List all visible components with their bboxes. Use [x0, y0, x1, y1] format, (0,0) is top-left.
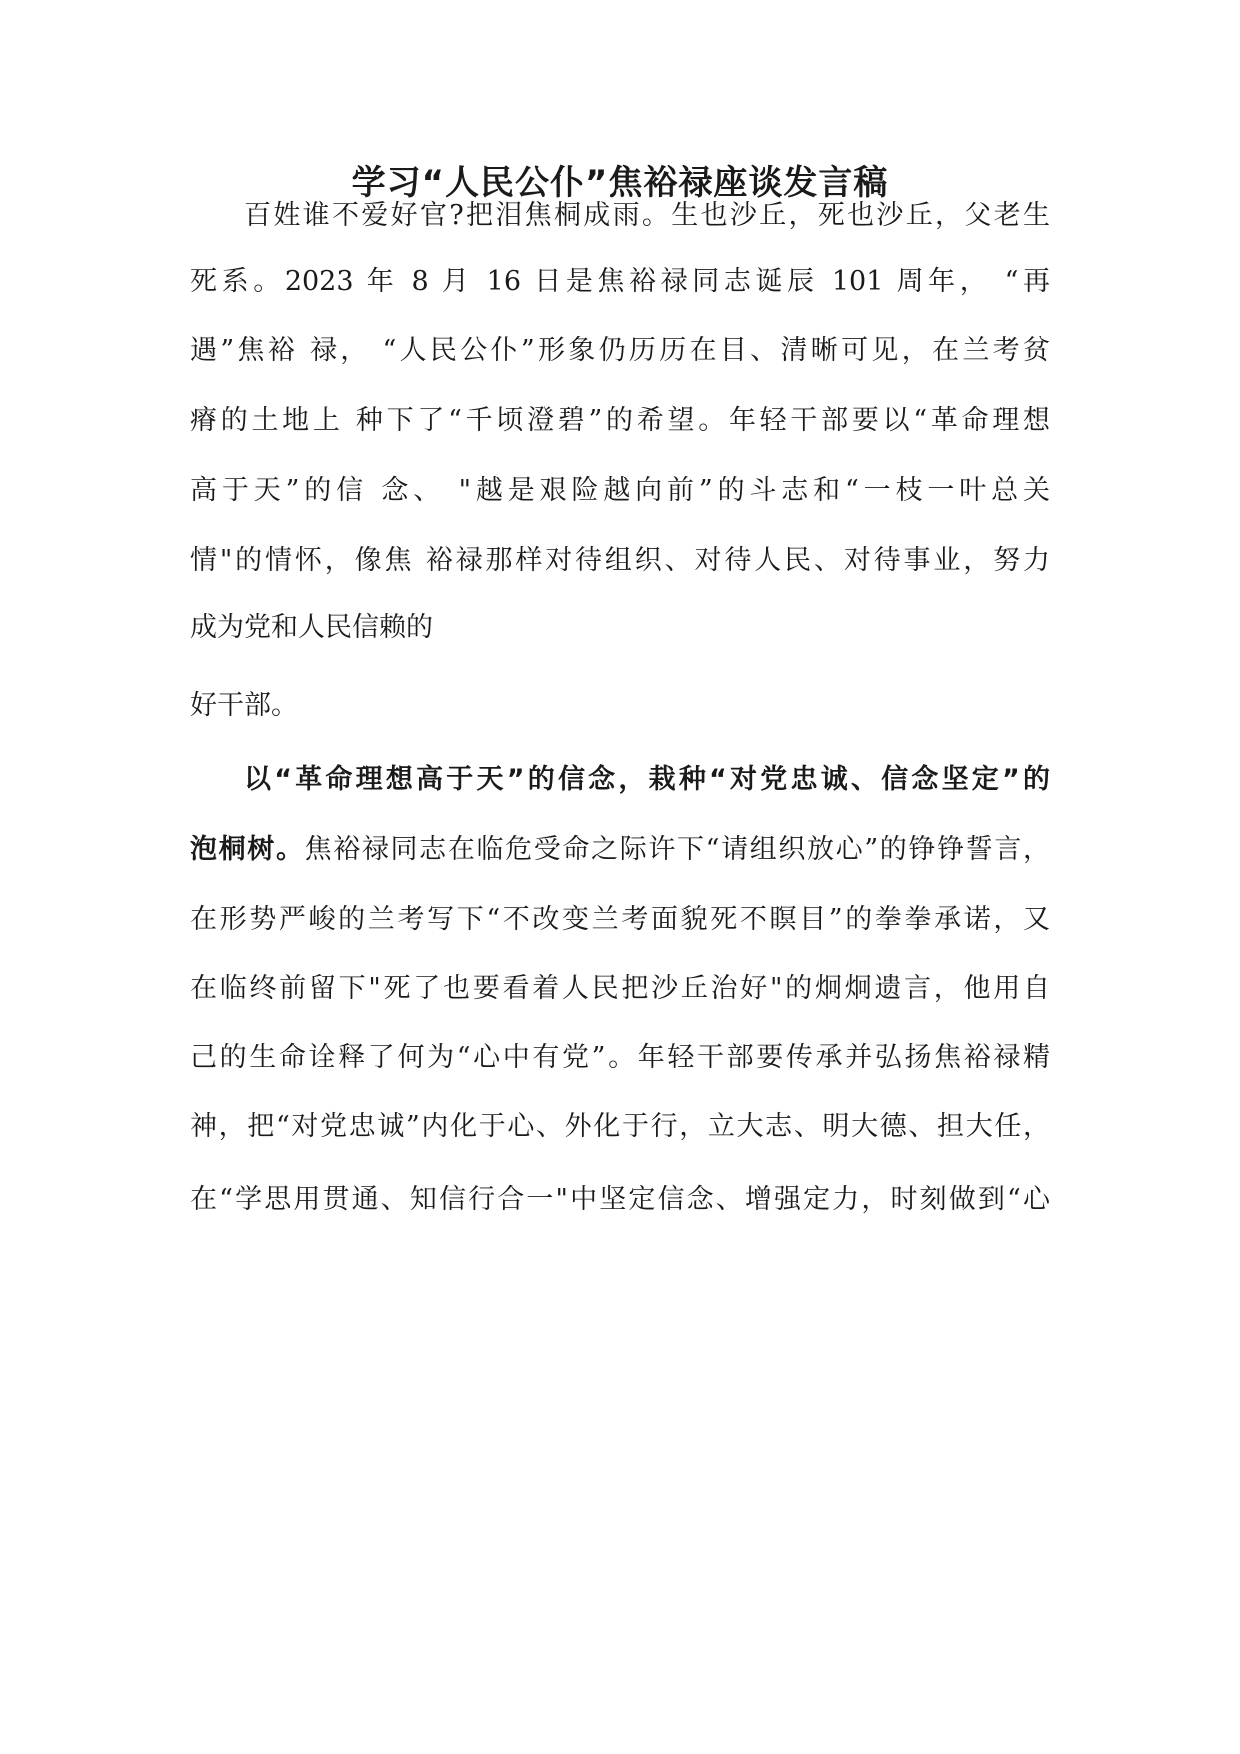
section-heading-line-2: 泡桐树。 — [190, 834, 305, 865]
paragraph-1-line-7: 成为党和人民信赖的 — [190, 612, 433, 643]
paragraph-1-line-3: 遇”焦裕 禄， “人民公仆”形象仍历历在目、清晰可见，在兰考贫 — [190, 335, 1050, 366]
paragraph-1-line-6: 情"的情怀，像焦 裕禄那样对待组织、对待人民、对待事业，努力 — [190, 545, 1050, 576]
document-title: 学习“人民公仆”焦裕禄座谈发言稿 — [351, 163, 889, 203]
paragraph-2-line-2: 在形势严峻的兰考写下“不改变兰考面貌死不瞑目”的拳拳承诺，又 — [190, 904, 1050, 935]
paragraph-2-line-1 — [190, 832, 1050, 868]
paragraph-1-line-8: 好干部。 — [190, 690, 298, 721]
paragraph-1-line-5: 高于天”的信 念、 "越是艰险越向前”的斗志和“一枝一叶总关 — [190, 475, 1050, 506]
paragraph-2-line-5: 神，把“对党忠诚”内化于心、外化于行，立大志、明大德、担大任， — [190, 1111, 1050, 1142]
paragraph-1-line-4: 瘠的土地上 种下了“千顷澄碧”的希望。年轻干部要以“革命理想 — [190, 405, 1050, 436]
section-heading-line-1: 以“革命理想高于天”的信念，栽种“对党忠诚、信念坚定”的 — [244, 764, 1050, 795]
paragraph-1-line-2: 死系。2023 年 8 月 16 日是焦裕禄同志诞辰 101 周年， “再 — [190, 266, 1050, 297]
paragraph-1-line-1: 百姓谁不爱好官?把泪焦桐成雨。生也沙丘，死也沙丘，父老生 — [244, 200, 1050, 231]
paragraph-2-line-6: 在“学思用贯通、知信行合一"中坚定信念、增强定力，时刻做到“心 — [190, 1184, 1050, 1215]
paragraph-2-line-3: 在临终前留下"死了也要看着人民把沙丘治好"的炯炯遗言，他用自 — [190, 973, 1050, 1004]
paragraph-2-line-1-text: 焦裕禄同志在临危受命之际许下“请组织放心”的铮铮誓言， — [304, 834, 1051, 865]
paragraph-2-line-4: 己的生命诠释了何为“心中有党”。年轻干部要传承并弘扬焦裕禄精 — [190, 1042, 1050, 1073]
